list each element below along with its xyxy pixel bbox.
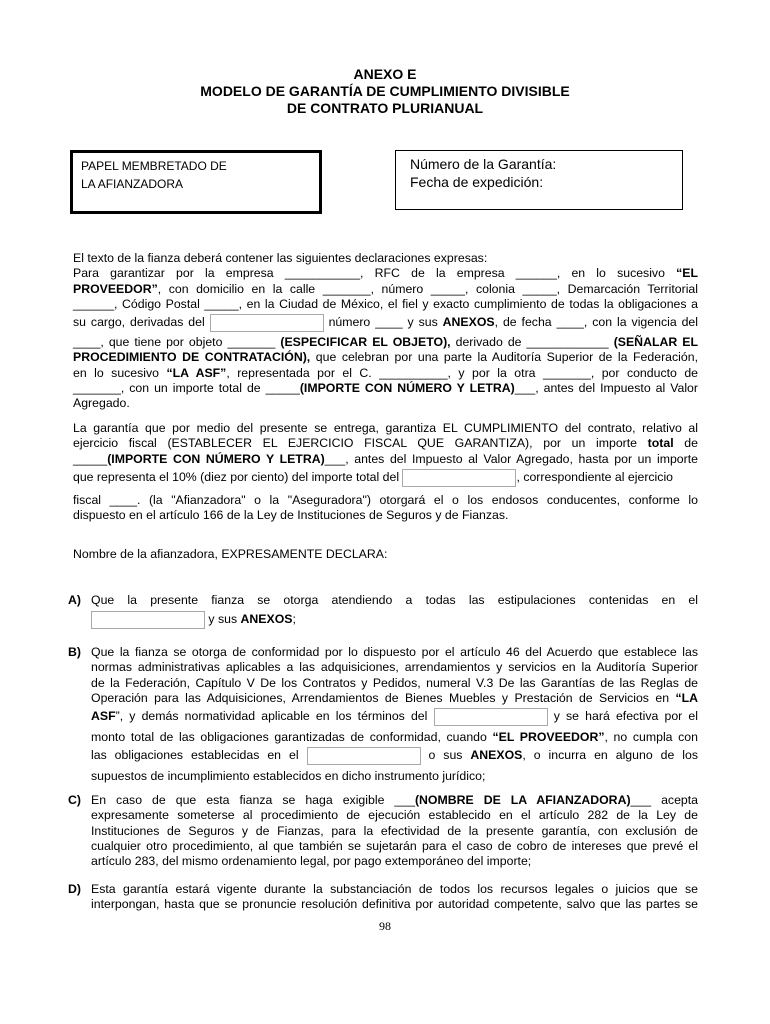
- item-a-label: A): [68, 593, 81, 607]
- item-b-obligations-field[interactable]: [307, 747, 421, 765]
- paragraph-declares: Nombre de la afianzadora, EXPRESAMENTE DECLARA:: [73, 547, 388, 561]
- total-amount-reference-field[interactable]: [402, 469, 516, 487]
- item-b-terms-field[interactable]: [434, 708, 548, 726]
- page-number: 98: [379, 919, 391, 933]
- document-title: MODELO DE GARANTÍA DE CUMPLIMIENTO DIVISIBLE: [200, 83, 570, 99]
- item-c: En caso de que esta fianza se haga exigible ___(NOMBRE DE LA AFIANZADORA)___ acepta expresamente someterse al procedimiento de ejecución establecido en el artículo 282 de la Ley de Instituciones de Seguros y de Fianzas, para la efectividad de la presente garantía, con exclusión de cualquier otro procedimiento, al que también se sujetarán para el caso de cobro de intereses que prevé el artículo 283, del mismo ordenamiento legal, por pago extemporáneo del importe;: [91, 793, 698, 869]
- paragraph-guarantee: La garantía que por medio del presente se entrega, garantiza EL CUMPLIMIENTO del contrato, relativo al ejercicio fiscal (ESTABLECER EL EJERCICIO FISCAL QUE GARANTIZA), por un importe total de _____(IMPORTE CON NÚMERO Y LETRA)___, antes del Impuesto al Valor Agregado, hasta por un importe que representa el 10% (diez por ciento) del importe total del , correspondiente al ejercicio fiscal ____. (la "Afianzadora" o la "Aseguradora") otorgará el o los endosos conducentes, conforme lo dispuesto en el artículo 166 de la Ley de Instituciones de Seguros y de Fianzas.: [73, 421, 698, 523]
- guarantee-info-box: [395, 150, 683, 210]
- letterhead-line-1: PAPEL MEMBRETADO DE: [81, 159, 227, 173]
- document-subtitle: DE CONTRATO PLURIANUAL: [286, 100, 484, 116]
- item-a-contract-field[interactable]: [91, 611, 205, 629]
- annex-title: ANEXO E: [353, 66, 417, 82]
- guarantee-number-label: Número de la Garantía:: [410, 156, 557, 172]
- letterhead-line-2: LA AFIANZADORA: [81, 177, 184, 191]
- item-b: Que la fianza se otorga de conformidad por lo dispuesto por el artículo 46 del Acuerdo que establece las normas administrativas aplicables a las adquisiciones, arrendamientos y servicios en la Auditoría Superior de la Federación, Capítulo V De los Contratos y Pedidos, numeral V.3 De las Garantías de las Reglas de Operación para las Adquisiciones, Arrendamientos de Bienes Muebles y Prestación de Servicios en “LA ASF”, y demás normatividad aplicable en los términos del y se hará efectiva por el monto total de las obligaciones garantizadas de conformidad, cuando “EL PROVEEDOR”, no cumpla con las obligaciones establecidas en el o sus ANEXOS, o incurra en alguno de los supuestos de incumplimiento establecidos en dicho instrumento jurídico;: [91, 645, 698, 784]
- issue-date-label: Fecha de expedición:: [410, 174, 544, 190]
- item-d: Esta garantía estará vigente durante la substanciación de todos los recursos legales o juicios que se interpongan, hasta que se pronuncie resolución definitiva por autoridad competente, salvo que las partes se: [91, 882, 698, 912]
- item-c-label: C): [68, 793, 81, 807]
- contract-reference-field[interactable]: [210, 314, 324, 332]
- paragraph-declarations: El texto de la fianza deberá contener las siguientes declaraciones expresas: Para garantizar por la empresa ___________, RFC de la empresa ______, en lo sucesivo “EL PROVEEDOR”, con domicilio en la calle _______, número _____, colonia _____, Demarcación Territorial ______, Código Postal _____, en la Ciudad de México, el fiel y exacto cumplimiento de todas la obligaciones a su cargo, derivadas del número ____ y sus ANEXOS, de fecha ____, con la vigencia del ____, que tiene por objeto _______ (ESPECIFICAR EL OBJETO), derivado de ____________ (SEÑALAR EL PROCEDIMIENTO DE CONTRATACIÓN), que celebran por una parte la Auditoría Superior de la Federación, en lo sucesivo “LA ASF”, representada por el C. __________, y por la otra _______, por conducto de _______, con un importe total de _____(IMPORTE CON NÚMERO Y LETRA)___, antes del Impuesto al Valor Agregado.: [73, 251, 699, 411]
- item-d-label: D): [68, 882, 81, 896]
- item-b-label: B): [68, 645, 81, 659]
- letterhead-box: [70, 150, 322, 214]
- item-a: Que la presente fianza se otorga atendiendo a todas las estipulaciones contenidas en el y sus ANEXOS;: [91, 593, 698, 630]
